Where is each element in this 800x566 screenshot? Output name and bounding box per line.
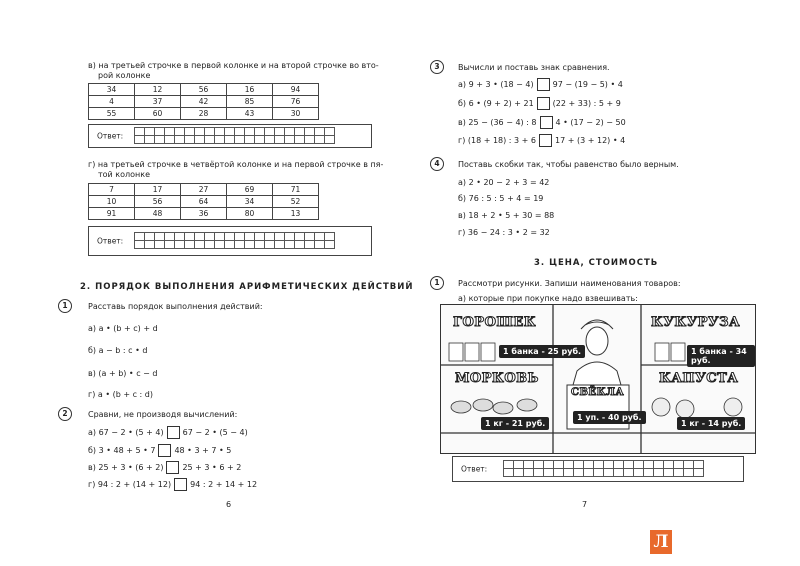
grid-cell[interactable] — [255, 241, 265, 249]
grid-cell[interactable] — [674, 461, 684, 469]
task1-subtext: а) которые при покупке надо взвешивать: — [458, 294, 638, 303]
grid-cell[interactable] — [305, 136, 315, 144]
grid-cell[interactable] — [175, 128, 185, 136]
compare-left: в) 25 − (36 − 4) : 8 — [458, 118, 537, 127]
compare-sign-box[interactable] — [537, 97, 550, 110]
grid-cell[interactable] — [504, 461, 514, 469]
page-number: 7 — [582, 500, 588, 509]
grid-cell[interactable] — [235, 136, 245, 144]
compare-left: в) 25 + 3 • (6 + 2) — [88, 463, 164, 472]
compare-row — [88, 426, 248, 439]
grid-cell[interactable] — [225, 241, 235, 249]
task1-text: Расставь порядок выполнения действий: — [88, 302, 263, 311]
grid-cell[interactable] — [135, 241, 145, 249]
grid-cell[interactable] — [165, 233, 175, 241]
sign-peas: ГОРОШЕК — [453, 315, 537, 330]
grid-cell[interactable] — [604, 461, 614, 469]
grid-cell[interactable] — [544, 469, 554, 477]
grid-cell[interactable] — [624, 461, 634, 469]
grid-cell[interactable] — [554, 461, 564, 469]
section-3-title: 3. ЦЕНА, СТОИМОСТЬ — [534, 258, 659, 268]
table-cell: 80 — [227, 208, 273, 220]
grid-cell[interactable] — [594, 461, 604, 469]
grid-cell[interactable] — [205, 128, 215, 136]
grid-cell[interactable] — [235, 241, 245, 249]
grid-cell[interactable] — [305, 233, 315, 241]
compare-right: 48 • 3 + 7 • 5 — [174, 446, 232, 455]
grid-cell[interactable] — [524, 461, 534, 469]
table-cell: 13 — [273, 208, 319, 220]
table-cell: 60 — [135, 108, 181, 120]
table-cell: 85 — [227, 96, 273, 108]
table-cell: 34 — [89, 84, 135, 96]
grid-cell[interactable] — [644, 469, 654, 477]
compare-sign-box[interactable] — [166, 461, 179, 474]
table-cell: 17 — [135, 184, 181, 196]
compare-sign-box[interactable] — [537, 78, 550, 91]
grid-cell[interactable] — [165, 241, 175, 249]
grid-cell[interactable] — [315, 136, 325, 144]
answer-label: Ответ: — [461, 464, 488, 474]
grid-cell[interactable] — [135, 233, 145, 241]
table-row — [89, 96, 319, 108]
compare-row — [88, 461, 241, 474]
grid-cell[interactable] — [305, 241, 315, 249]
grid-cell[interactable] — [205, 136, 215, 144]
price-tag-beet: 1 уп. - 40 руб. — [573, 411, 646, 424]
compare-right: (22 + 33) : 5 + 9 — [552, 99, 621, 108]
grid-cell[interactable] — [275, 241, 285, 249]
grid-cell[interactable] — [165, 128, 175, 136]
grid-cell[interactable] — [205, 241, 215, 249]
grid-cell[interactable] — [574, 461, 584, 469]
answer-label: Ответ: — [97, 131, 124, 141]
compare-sign-box[interactable] — [174, 478, 187, 491]
table-cell: 64 — [181, 196, 227, 208]
grid-cell[interactable] — [195, 128, 205, 136]
grid-cell[interactable] — [175, 136, 185, 144]
grid-cell[interactable] — [245, 241, 255, 249]
grid-cell[interactable] — [524, 469, 534, 477]
grid-cell[interactable] — [504, 469, 514, 477]
grid-cell[interactable] — [684, 469, 694, 477]
answer-label: Ответ: — [97, 236, 124, 246]
task-number: 2 — [58, 407, 72, 421]
table-cell: 36 — [181, 208, 227, 220]
table-cell: 16 — [227, 84, 273, 96]
table-cell: 69 — [227, 184, 273, 196]
table-cell: 71 — [273, 184, 319, 196]
compare-sign-box[interactable] — [540, 116, 553, 129]
table-cell: 42 — [181, 96, 227, 108]
table-row — [89, 196, 319, 208]
publisher-logo: Л — [650, 530, 672, 554]
grid-cell[interactable] — [225, 136, 235, 144]
price-tag-carrot: 1 кг - 21 руб. — [481, 417, 549, 430]
task4-item: г) 36 − 24 : 3 • 2 = 32 — [458, 228, 550, 237]
table-cell: 30 — [273, 108, 319, 120]
grid-cell[interactable] — [564, 461, 574, 469]
grid-cell[interactable] — [295, 233, 305, 241]
grid-cell[interactable] — [145, 241, 155, 249]
grid-cell[interactable] — [295, 136, 305, 144]
grid-cell[interactable] — [684, 461, 694, 469]
grid-cell[interactable] — [215, 128, 225, 136]
grid-cell[interactable] — [315, 233, 325, 241]
table-cell: 48 — [135, 208, 181, 220]
compare-left: б) 3 • 48 + 5 • 7 — [88, 446, 156, 455]
task1-item: а) a • (b + c) + d — [88, 324, 158, 333]
grid-cell[interactable] — [614, 469, 624, 477]
grid-cell[interactable] — [245, 128, 255, 136]
grid-cell[interactable] — [155, 233, 165, 241]
price-tag-cabbage: 1 кг - 14 руб. — [677, 417, 745, 430]
table-row — [89, 108, 319, 120]
grid-cell[interactable] — [694, 461, 704, 469]
table-cell: 4 — [89, 96, 135, 108]
table-cell: 37 — [135, 96, 181, 108]
task2-text: Сравни, не производя вычислений: — [88, 410, 238, 419]
compare-row — [458, 134, 625, 147]
section-2-title: 2. ПОРЯДОК ВЫПОЛНЕНИЯ АРИФМЕТИЧЕСКИХ ДЕЙСТВИЙ — [80, 282, 414, 292]
table-cell: 56 — [135, 196, 181, 208]
page-number: 6 — [226, 500, 232, 509]
compare-left: г) (18 + 18) : 3 + 6 — [458, 136, 537, 145]
table-row — [89, 208, 319, 220]
grid-cell[interactable] — [315, 241, 325, 249]
grid-cell[interactable] — [185, 136, 195, 144]
task-v-line1: в) на третьей строчке в первой колонке и на второй строчке во вто- — [88, 61, 379, 70]
compare-row — [458, 97, 621, 110]
grid-cell[interactable] — [195, 241, 205, 249]
grid-cell[interactable] — [285, 128, 295, 136]
grid-cell[interactable] — [315, 128, 325, 136]
task4-item: а) 2 • 20 − 2 + 3 = 42 — [458, 178, 550, 187]
compare-left: а) 67 − 2 • (5 + 4) — [88, 428, 164, 437]
task3-text: Вычисли и поставь знак сравнения. — [458, 63, 610, 72]
grid-cell[interactable] — [225, 233, 235, 241]
grid-cell[interactable] — [275, 136, 285, 144]
table-cell: 43 — [227, 108, 273, 120]
table-cell: 34 — [227, 196, 273, 208]
table-cell: 94 — [273, 84, 319, 96]
table-2 — [88, 183, 319, 220]
grid-cell[interactable] — [275, 128, 285, 136]
grid-cell[interactable] — [155, 136, 165, 144]
grid-cell[interactable] — [544, 461, 554, 469]
grid-cell[interactable] — [195, 136, 205, 144]
task4-item: в) 18 + 2 • 5 + 30 = 88 — [458, 211, 555, 220]
price-tag-peas: 1 банка - 25 руб. — [499, 345, 585, 358]
grid-cell[interactable] — [584, 469, 594, 477]
compare-left: б) 6 • (9 + 2) + 21 — [458, 99, 534, 108]
shop-illustration — [440, 304, 756, 454]
compare-right: 67 − 2 • (5 − 4) — [182, 428, 248, 437]
grid-cell[interactable] — [325, 233, 335, 241]
grid-cell[interactable] — [654, 469, 664, 477]
task-g-line2: той колонке — [98, 170, 151, 179]
task-number: 1 — [58, 299, 72, 313]
grid-cell[interactable] — [295, 128, 305, 136]
grid-cell[interactable] — [325, 241, 335, 249]
task4-text: Поставь скобки так, чтобы равенство было верным. — [458, 160, 679, 169]
grid-cell[interactable] — [534, 461, 544, 469]
grid-cell[interactable] — [145, 128, 155, 136]
compare-left: а) 9 + 3 • (18 − 4) — [458, 80, 534, 89]
grid-cell[interactable] — [514, 469, 524, 477]
table-cell: 91 — [89, 208, 135, 220]
task4-item: б) 76 : 5 : 5 + 4 = 19 — [458, 194, 544, 203]
grid-cell[interactable] — [694, 469, 704, 477]
compare-row — [88, 478, 257, 491]
grid-cell[interactable] — [215, 241, 225, 249]
price-tag-corn: 1 банка - 34 руб. — [687, 345, 755, 367]
grid-cell[interactable] — [265, 233, 275, 241]
compare-row — [458, 116, 626, 129]
table-cell: 76 — [273, 96, 319, 108]
grid-cell[interactable] — [674, 469, 684, 477]
table-cell: 7 — [89, 184, 135, 196]
grid-cell[interactable] — [285, 136, 295, 144]
grid-cell[interactable] — [235, 233, 245, 241]
grid-cell[interactable] — [285, 233, 295, 241]
grid-cell[interactable] — [325, 128, 335, 136]
task1-item: г) a • (b + c : d) — [88, 390, 153, 399]
compare-right: 97 − (19 − 5) • 4 — [552, 80, 623, 89]
table-cell: 55 — [89, 108, 135, 120]
compare-sign-box[interactable] — [539, 134, 552, 147]
grid-cell[interactable] — [135, 128, 145, 136]
grid-cell[interactable] — [255, 128, 265, 136]
grid-cell[interactable] — [275, 233, 285, 241]
grid-cell[interactable] — [135, 136, 145, 144]
compare-row — [88, 444, 231, 457]
table-row — [89, 184, 319, 196]
grid-cell[interactable] — [195, 233, 205, 241]
grid-cell[interactable] — [155, 128, 165, 136]
task-v-line2: рой колонке — [98, 71, 151, 80]
sign-beet: СВЁКЛА — [571, 387, 625, 398]
grid-cell[interactable] — [225, 128, 235, 136]
answer-box-2 — [88, 226, 372, 256]
table-cell: 12 — [135, 84, 181, 96]
sign-corn: КУКУРУЗА — [651, 315, 741, 330]
task1-item: б) a − b : c • d — [88, 346, 148, 355]
grid-cell[interactable] — [145, 136, 155, 144]
grid-cell[interactable] — [235, 128, 245, 136]
grid-cell[interactable] — [185, 128, 195, 136]
task-number: 3 — [430, 60, 444, 74]
answer-cells[interactable] — [503, 460, 704, 477]
grid-cell[interactable] — [285, 241, 295, 249]
grid-cell[interactable] — [614, 461, 624, 469]
task-number: 1 — [430, 276, 444, 290]
compare-right: 17 + (3 + 12) • 4 — [555, 136, 626, 145]
table-cell: 56 — [181, 84, 227, 96]
grid-cell[interactable] — [155, 241, 165, 249]
compare-sign-box[interactable] — [167, 426, 180, 439]
grid-cell[interactable] — [175, 241, 185, 249]
grid-cell[interactable] — [664, 469, 674, 477]
compare-right: 4 • (17 − 2) − 50 — [555, 118, 626, 127]
compare-sign-box[interactable] — [158, 444, 171, 457]
grid-cell[interactable] — [215, 233, 225, 241]
table-row — [89, 84, 319, 96]
answer-box-3 — [452, 456, 744, 482]
grid-cell[interactable] — [185, 233, 195, 241]
task-g-line1: г) на третьей строчке в четвёртой колонке и на первой строчке в пя- — [88, 160, 384, 169]
grid-cell[interactable] — [624, 469, 634, 477]
grid-cell[interactable] — [554, 469, 564, 477]
table-cell: 27 — [181, 184, 227, 196]
grid-cell[interactable] — [634, 469, 644, 477]
grid-cell[interactable] — [584, 461, 594, 469]
grid-cell[interactable] — [534, 469, 544, 477]
task-number: 4 — [430, 157, 444, 171]
task1-text: Рассмотри рисунки. Запиши наименования товаров: — [458, 279, 681, 288]
grid-cell[interactable] — [215, 136, 225, 144]
sign-cabbage: КАПУСТА — [659, 371, 739, 386]
compare-left: г) 94 : 2 + (14 + 12) — [88, 480, 172, 489]
grid-cell[interactable] — [654, 461, 664, 469]
task1-item: в) (a + b) • c − d — [88, 369, 158, 378]
table-cell: 52 — [273, 196, 319, 208]
grid-cell[interactable] — [644, 461, 654, 469]
grid-cell[interactable] — [664, 461, 674, 469]
compare-right: 94 : 2 + 14 + 12 — [190, 480, 258, 489]
grid-cell[interactable] — [265, 128, 275, 136]
grid-cell[interactable] — [634, 461, 644, 469]
grid-cell[interactable] — [175, 233, 185, 241]
answer-cells[interactable] — [134, 127, 335, 144]
grid-cell[interactable] — [185, 241, 195, 249]
grid-cell[interactable] — [325, 136, 335, 144]
grid-cell[interactable] — [265, 241, 275, 249]
table-1 — [88, 83, 319, 120]
grid-cell[interactable] — [205, 233, 215, 241]
table-cell: 28 — [181, 108, 227, 120]
grid-cell[interactable] — [255, 233, 265, 241]
grid-cell[interactable] — [594, 469, 604, 477]
grid-cell[interactable] — [145, 233, 155, 241]
grid-cell[interactable] — [574, 469, 584, 477]
grid-cell[interactable] — [564, 469, 574, 477]
sign-carrot: МОРКОВЬ — [455, 371, 539, 386]
compare-right: 25 + 3 • 6 + 2 — [182, 463, 242, 472]
grid-cell[interactable] — [514, 461, 524, 469]
grid-cell[interactable] — [255, 136, 265, 144]
answer-box-1 — [88, 124, 372, 148]
table-cell: 10 — [89, 196, 135, 208]
grid-cell[interactable] — [265, 136, 275, 144]
grid-cell[interactable] — [604, 469, 614, 477]
grid-cell[interactable] — [245, 136, 255, 144]
grid-cell[interactable] — [245, 233, 255, 241]
grid-cell[interactable] — [165, 136, 175, 144]
answer-cells[interactable] — [134, 232, 335, 249]
grid-cell[interactable] — [295, 241, 305, 249]
grid-cell[interactable] — [305, 128, 315, 136]
compare-row — [458, 78, 623, 91]
